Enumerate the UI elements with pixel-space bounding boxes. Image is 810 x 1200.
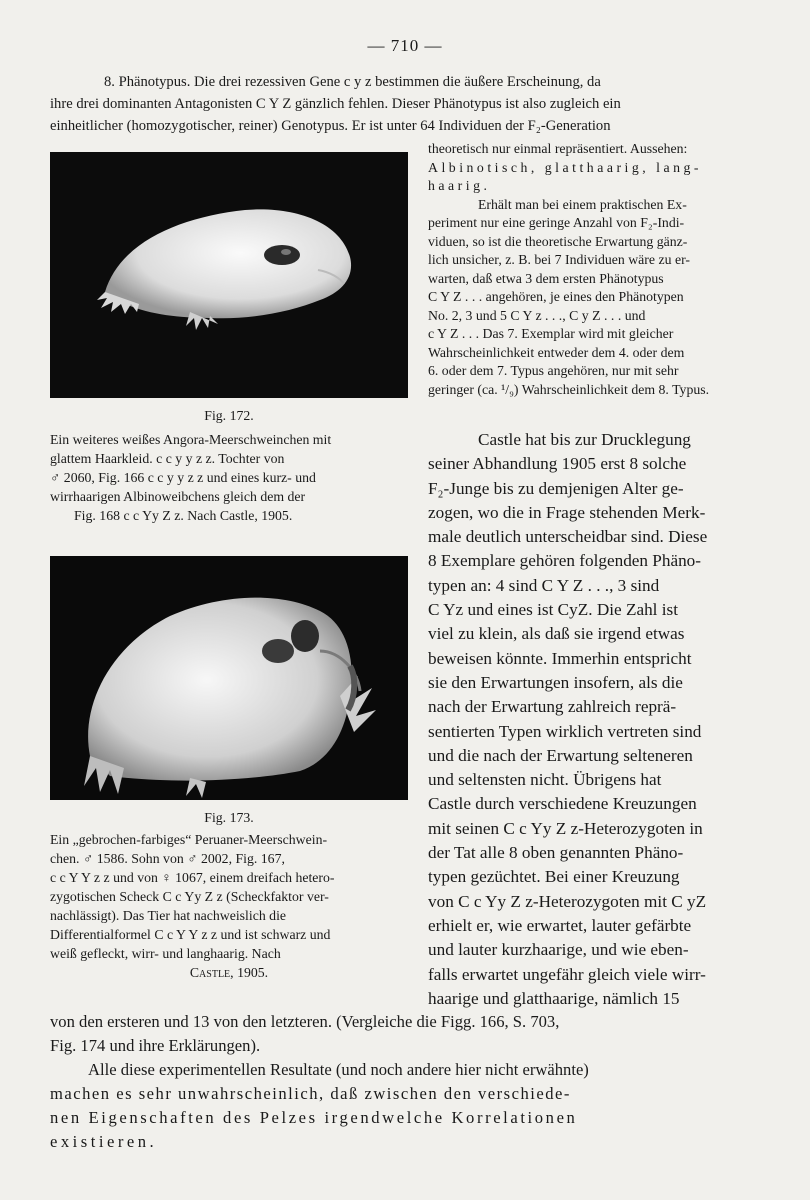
- caption-line: zygotischen Scheck C c Yy Z z (Scheckfaktor ver-: [50, 889, 329, 904]
- text-line: Castle hat bis zur Drucklegung: [478, 430, 691, 449]
- figure-173-photo: [50, 556, 408, 800]
- bottom-line-2: Fig. 174 und ihre Erklärungen).: [50, 1036, 261, 1055]
- caption-line: ♂ 2060, Fig. 166 c c y y z z und eines kurz- und: [50, 470, 316, 485]
- guinea-pig-white-smooth: [50, 152, 408, 398]
- text-line: Albinotisch, glatthaarig, lang-: [428, 159, 703, 175]
- bottom-line-3: Alle diese experimentellen Resultate (und noch andere hier nicht erwähnte): [88, 1060, 589, 1079]
- text-line: 6. oder dem 7. Typus angehören, nur mit sehr: [428, 363, 679, 378]
- text-line: sie den Erwartungen insofern, als die: [428, 672, 683, 692]
- text-line: periment nur eine geringe Anzahl von F₂-Indi-: [428, 215, 685, 230]
- figure-173-title: Fig. 173.: [204, 810, 254, 825]
- text-line: und lauter kurzhaarige, und wie eben-: [428, 940, 689, 960]
- top-line-3: einheitlicher (homozygotischer, reiner) Genotypus. Er ist unter 64 Individuen der F₂-Generation: [50, 118, 611, 134]
- text-line: Castle durch verschiedene Kreuzungen: [428, 794, 697, 814]
- text-line: male deutlich unterscheidbar sind. Diese: [428, 527, 708, 547]
- caption-line: wirrhaarigen Albinoweibchens gleich dem der: [50, 489, 306, 504]
- caption-line: glattem Haarkleid. c c y y z z. Tochter von: [50, 451, 285, 466]
- figure-173-caption: [50, 830, 408, 982]
- bottom-line-4: machen es sehr unwahrscheinlich, daß zwischen den verschiede-: [50, 1084, 571, 1103]
- text-line: Erhält man bei einem praktischen Ex-: [478, 196, 687, 212]
- text-line: nach der Erwartung zahlreich reprä-: [428, 697, 677, 717]
- figure-172-caption: [50, 430, 408, 525]
- caption-line: Castle, 1905.: [189, 965, 269, 980]
- caption-line: Ein weiteres weißes Angora-Meerschweinchen mit: [50, 432, 332, 447]
- text-line: theoretisch nur einmal repräsentiert. Aussehen:: [428, 141, 688, 156]
- caption-line: nachlässigt). Das Tier hat nachweislich die: [50, 908, 287, 923]
- text-line: lich unsicher, z. B. bei 7 Individuen wäre zu er-: [428, 252, 690, 267]
- text-line: typen gezüchtet. Bei einer Kreuzung: [428, 867, 680, 887]
- caption-line: weiß gefleckt, wirr- und langhaarig. Nach: [50, 946, 281, 961]
- text-line: viel zu klein, als daß sie irgend etwas: [428, 624, 685, 644]
- text-line: Wahrscheinlichkeit entweder dem 4. oder dem: [428, 344, 685, 360]
- top-line-1: 8. Phänotypus. Die drei rezessiven Gene c y z bestimmen die äußere Erscheinung, da: [104, 74, 601, 90]
- bottom-line-1: von den ersteren und 13 von den letzteren. (Vergleiche die Figg. 166, S. 703,: [50, 1012, 560, 1031]
- caption-line: Fig. 168 c c Yy Z z. Nach Castle, 1905.: [74, 508, 293, 523]
- text-line: No. 2, 3 und 5 C Y z . . ., C y Z . . . und: [428, 307, 646, 323]
- figure-172-title: Fig. 172.: [204, 408, 254, 423]
- top-line-2: ihre drei dominanten Antagonisten C Y Z gänzlich fehlen. Dieser Phänotypus ist also zugleich ein: [50, 96, 621, 112]
- caption-line: c c Y Y z z und von ♀ 1067, einem dreifach hetero-: [50, 870, 335, 885]
- text-line: sentierten Typen wirklich vertreten sind: [428, 721, 702, 741]
- text-line: F₂-Junge bis zu demjenigen Alter ge-: [428, 478, 684, 498]
- text-line: zogen, wo die in Frage stehenden Merk-: [428, 502, 706, 522]
- right-small-paragraph: [428, 140, 780, 399]
- text-line: und die nach der Erwartung selteneren: [428, 745, 693, 765]
- text-line: haarige und glatthaarige, nämlich 15: [428, 988, 680, 1008]
- text-line: mit seinen C c Yy Z z-Heterozygoten in: [428, 818, 703, 838]
- text-line: beweisen könnte. Immerhin entspricht: [428, 648, 692, 668]
- caption-line: Ein „gebrochen-farbiges“ Peruaner-Meerschwein-: [50, 832, 328, 847]
- caption-line: Differentialformel C c Y Y z z und ist schwarz und: [50, 927, 331, 942]
- text-line: von C c Yy Z z-Heterozygoten mit C yZ: [428, 891, 707, 911]
- text-line: C Y Z . . . angehören, je eines den Phänotypen: [428, 289, 684, 304]
- text-line: haarig.: [428, 178, 491, 193]
- guinea-pig-peruvian-longhair: [50, 556, 408, 800]
- text-line: C Yz und eines ist CyZ. Die Zahl ist: [428, 600, 678, 620]
- text-line: und seltensten nicht. Übrigens hat: [428, 770, 662, 790]
- bottom-line-5: nen Eigenschaften des Pelzes irgendwelche Korrelationen: [50, 1108, 578, 1127]
- text-line: warten, daß etwa 3 dem ersten Phänotypus: [428, 270, 664, 286]
- text-line: viduen, so ist die theoretische Erwartung gänz-: [428, 233, 688, 249]
- text-line: erhielt er, wie erwartet, lauter gefärbte: [428, 915, 692, 935]
- text-line: c Y Z . . . Das 7. Exemplar wird mit gleicher: [428, 326, 674, 341]
- bottom-line-6: existieren.: [50, 1132, 158, 1151]
- caption-line: chen. ♂ 1586. Sohn von ♂ 2002, Fig. 167,: [50, 851, 285, 866]
- text-line: seiner Abhandlung 1905 erst 8 solche: [428, 454, 687, 474]
- text-line: typen an: 4 sind C Y Z . . ., 3 sind: [428, 575, 660, 595]
- figure-172-photo: [50, 152, 408, 398]
- page-number: — 710 —: [367, 36, 443, 55]
- text-line: der Tat alle 8 oben genannten Phäno-: [428, 843, 684, 863]
- text-line: geringer (ca. ¹/₉) Wahrscheinlichkeit dem 8. Typus.: [428, 381, 710, 397]
- text-line: 8 Exemplare gehören folgenden Phäno-: [428, 551, 701, 571]
- right-main-paragraph: [428, 428, 780, 1011]
- text-line: falls erwartet ungefähr gleich viele wirr-: [428, 964, 706, 984]
